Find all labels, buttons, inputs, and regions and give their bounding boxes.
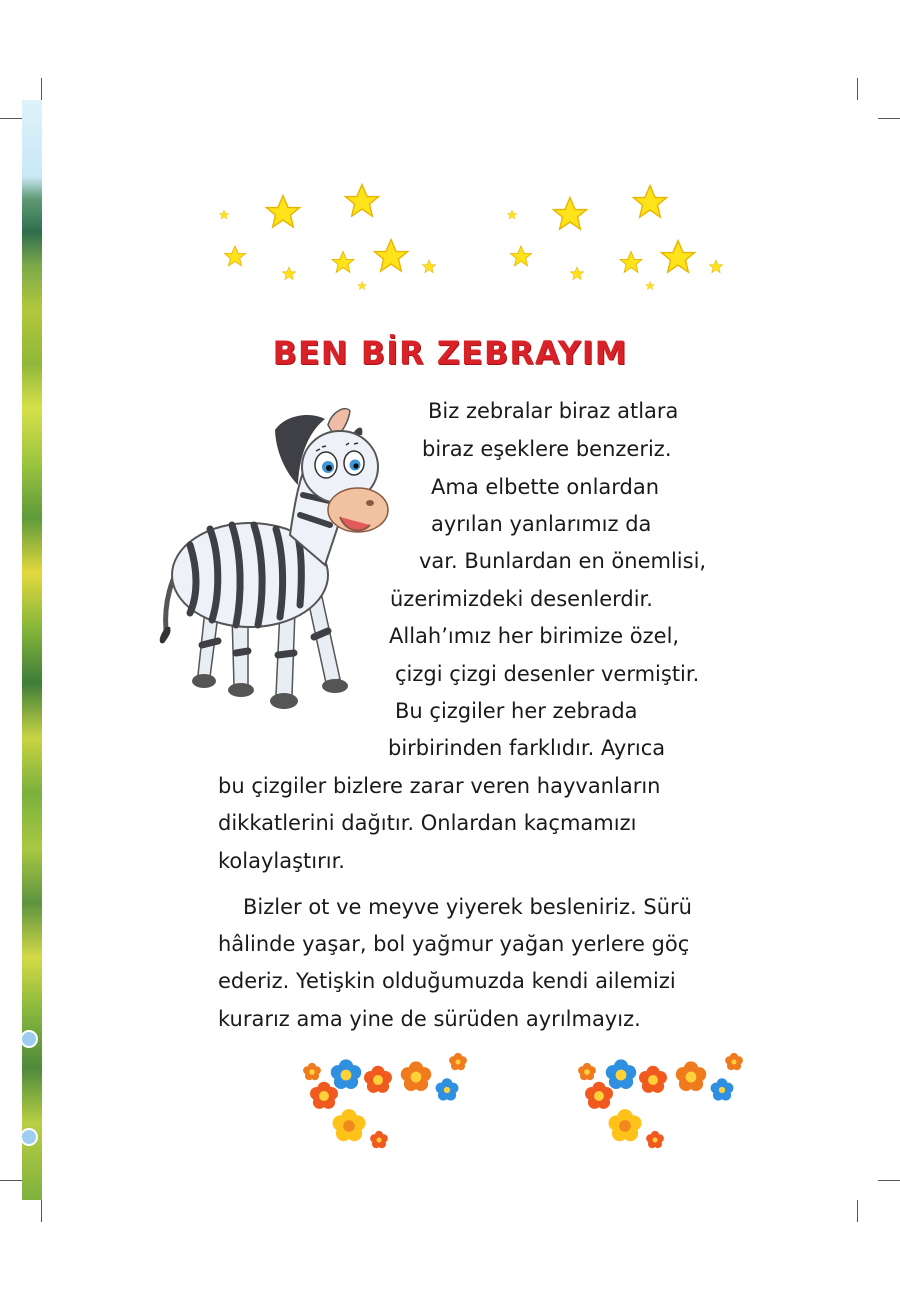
star-icon (332, 252, 354, 273)
crop-mark (41, 1200, 42, 1222)
text-line: Bizler ot ve meyve yiyerek besleniriz. Sürü (243, 895, 692, 919)
star-icon (374, 240, 407, 272)
flower-icon (606, 1059, 636, 1089)
flower-icon (725, 1053, 743, 1070)
star-icon (358, 282, 367, 290)
flower-icon (639, 1066, 667, 1093)
star-icon (553, 198, 586, 230)
star-icon (266, 196, 299, 228)
flower-icon (711, 1078, 734, 1100)
flower-icon (303, 1063, 321, 1080)
flower-icon (20, 1030, 38, 1048)
crop-mark (857, 78, 858, 100)
text-line: ayrılan yanlarımız da (431, 512, 652, 536)
flowers-decoration (0, 1050, 900, 1160)
star-icon (225, 246, 246, 266)
text-line: bu çizgiler bizlere zarar veren hayvanların (218, 774, 661, 798)
flower-icon (370, 1131, 388, 1148)
flower-icon (364, 1066, 392, 1093)
crop-mark (0, 1180, 22, 1181)
text-line: var. Bunlardan en önemlisi, (419, 549, 707, 573)
star-icon (709, 260, 722, 273)
text-line: Biz zebralar biraz atlara (428, 399, 679, 423)
flower-icon (608, 1109, 641, 1141)
text-line: Allah’ımız her birimize özel, (389, 624, 680, 648)
text-line: birbirinden farklıdır. Ayrıca (388, 736, 666, 760)
zebra-illustration (150, 405, 390, 735)
text-line: biraz eşeklere benzeriz. (422, 437, 672, 461)
text-line: üzerimizdeki desenlerdir. (390, 587, 653, 611)
star-icon (507, 210, 517, 219)
flower-icon (436, 1078, 459, 1100)
text-line: Bu çizgiler her zebrada (395, 699, 638, 723)
crop-mark (41, 78, 42, 100)
text-line: kurarız ama yine de sürüden ayrılmayız. (218, 1007, 641, 1031)
flower-icon (578, 1063, 596, 1080)
flower-icon (310, 1082, 338, 1109)
star-icon (620, 252, 642, 273)
star-icon (282, 267, 295, 280)
page-title: BEN BİR ZEBRAYIM (272, 334, 628, 372)
text-line: Ama elbette onlardan (431, 475, 660, 499)
text-line: hâlinde yaşar, bol yağmur yağan yerlere göç (218, 932, 690, 956)
crop-mark (878, 1180, 900, 1181)
text-line: kolaylaştırır. (218, 849, 345, 873)
flower-icon (332, 1109, 365, 1141)
star-icon (511, 246, 532, 266)
star-icon (633, 186, 666, 218)
flower-icon (585, 1082, 613, 1109)
star-icon (661, 241, 694, 273)
flower-icon (331, 1059, 361, 1089)
flower-icon (646, 1131, 664, 1148)
star-icon (219, 210, 229, 219)
text-line: ederiz. Yetişkin olduğumuzda kendi ailemizi (218, 969, 676, 993)
star-icon (422, 260, 435, 273)
flower-icon (449, 1053, 467, 1070)
crop-mark (878, 118, 900, 119)
crop-mark (0, 118, 22, 119)
star-icon (646, 282, 655, 290)
star-icon (345, 185, 378, 217)
text-line: dikkatlerini dağıtır. Onlardan kaçmamızı (218, 811, 637, 835)
text-line: çizgi çizgi desenler vermiştir. (395, 662, 700, 686)
stars-decoration (0, 170, 900, 310)
flower-icon (676, 1061, 706, 1091)
crop-mark (857, 1200, 858, 1222)
flower-icon (401, 1061, 431, 1091)
star-icon (570, 267, 583, 280)
